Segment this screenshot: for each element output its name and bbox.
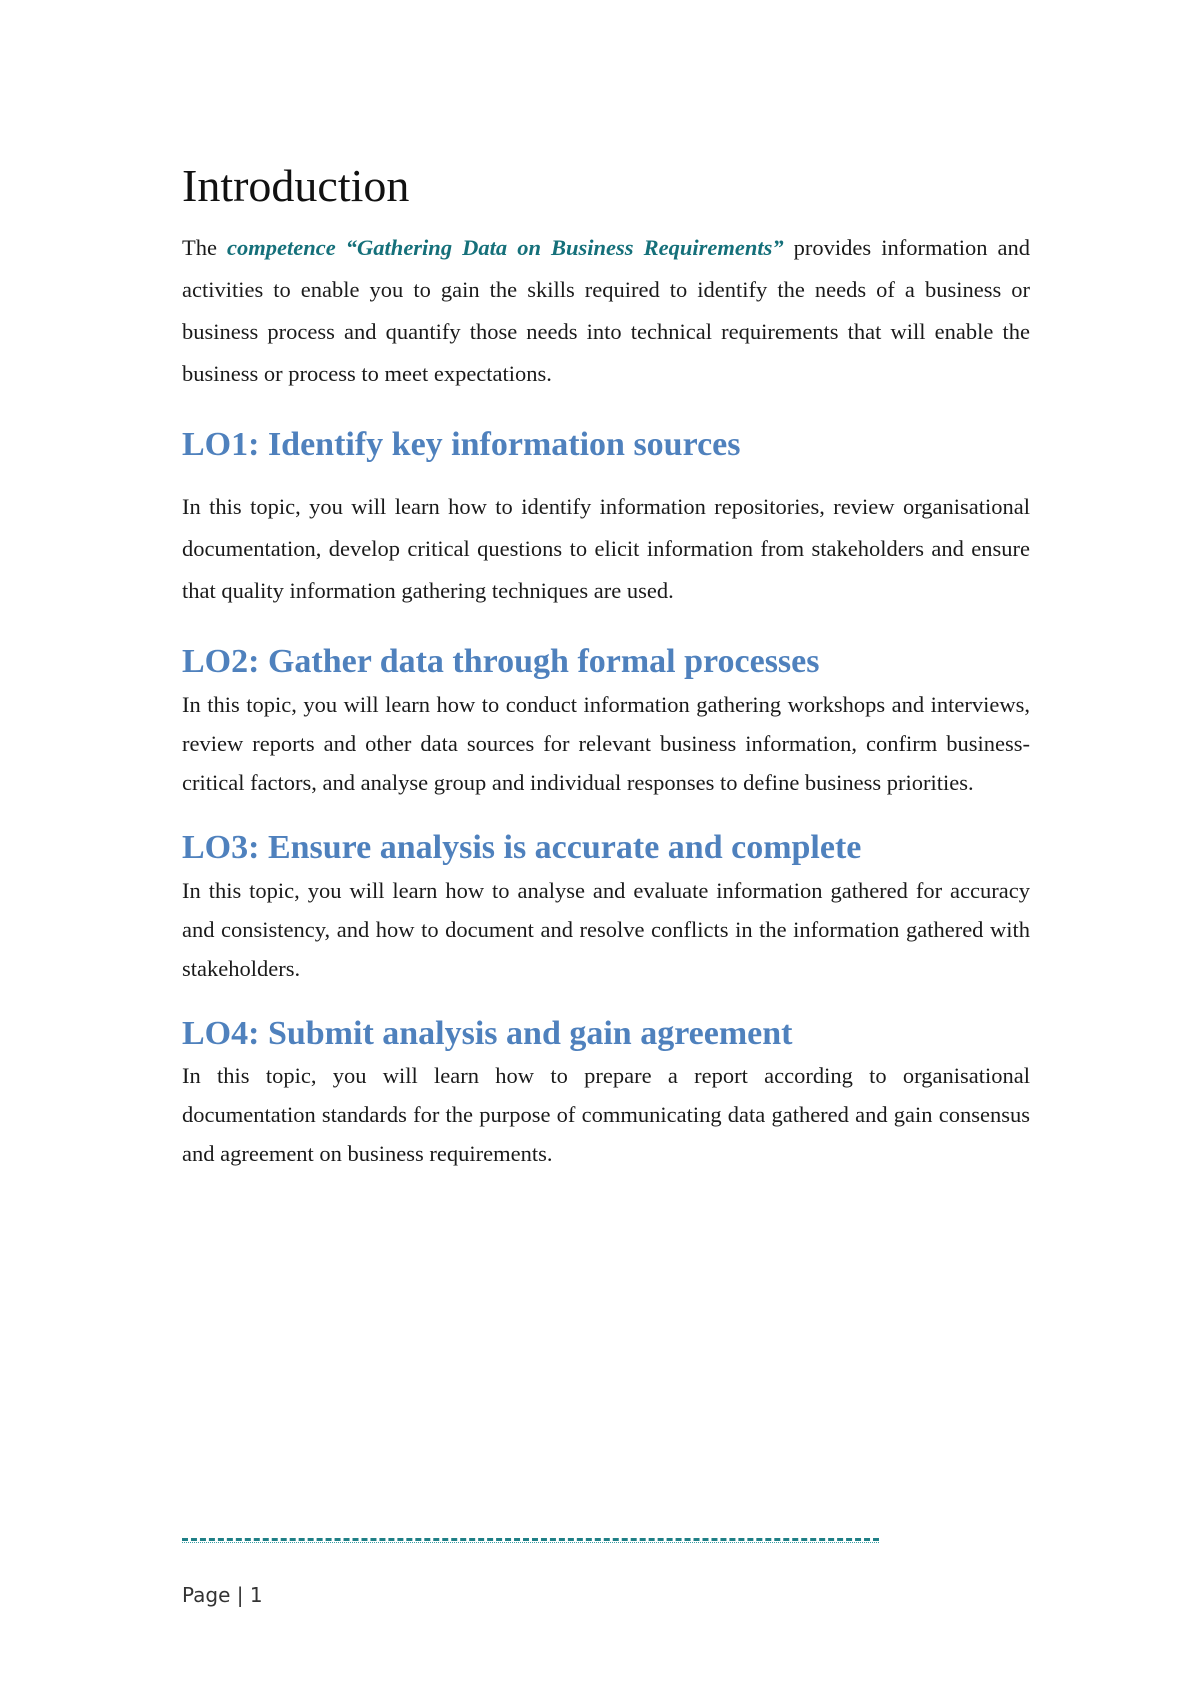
section-body-lo1: In this topic, you will learn how to identify information repositories, review organisational documentation, develop critical questions to elicit information from stakeholders and ensure that quality information gathering techniques are used. [182, 493, 1030, 603]
section-heading-lo4: LO4: Submit analysis and gain agreement [182, 1014, 793, 1052]
intro-suffix: provides information and activities to enable you to gain the skills required to identify the needs of a business or business process and quantify those needs into technical requirements that will enable the business or process to meet expectations. [182, 235, 1030, 387]
page-title: Introduction [182, 160, 410, 211]
section-body-lo4: In this topic, you will learn how to prepare a report according to organisational documentation standards for the purpose of communicating data gathered and gain consensus and agreement on business requirements. [182, 1063, 1030, 1167]
page-content [182, 158, 1030, 1173]
section-heading-lo1: LO1: Identify key information sources [182, 426, 741, 464]
intro-paragraph [182, 227, 1030, 395]
footer-divider-dotted [182, 1542, 879, 1543]
intro-prefix: The [182, 235, 228, 261]
section-heading-lo3: LO3: Ensure analysis is accurate and complete [182, 828, 862, 866]
section-heading-lo2: LO2: Gather data through formal processes [182, 642, 820, 680]
footer-divider [182, 1538, 879, 1541]
intro-highlight: competence “Gathering Data on Business Requirements” [227, 235, 784, 261]
page-number: Page | 1 [182, 1583, 263, 1607]
section-body-lo3: In this topic, you will learn how to analyse and evaluate information gathered for accuracy and consistency, and how to document and resolve conflicts in the information gathered with stakeholders. [182, 877, 1030, 981]
section-body-lo2: In this topic, you will learn how to conduct information gathering workshops and interviews, review reports and other data sources for relevant business information, confirm business-critical factors, and analyse group and individual responses to define business priorities. [182, 691, 1030, 795]
